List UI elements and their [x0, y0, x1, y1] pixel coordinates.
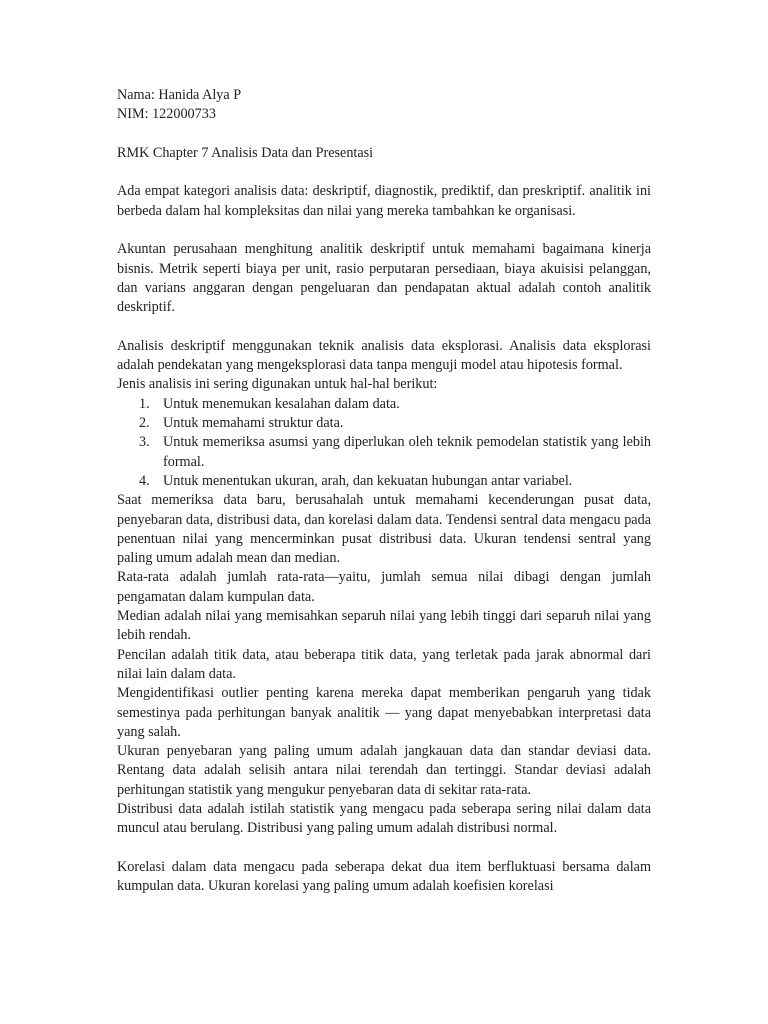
- list-item-text: Untuk menemukan kesalahan dalam data.: [163, 395, 400, 412]
- paragraph-descriptive-analytics: Akuntan perusahaan menghitung analitik deskriptif untuk memahami bagaimana kinerja bisnis. Metrik seperti biaya per unit, rasio perputaran persediaan, biaya akuisisi pelanggan, dan varians anggaran dengan pengeluaran dan pendapatan aktual adalah contoh analitik deskriptif.: [117, 241, 651, 316]
- paragraph-exploratory-analysis: Analisis deskriptif menggunakan teknik analisis data eksplorasi. Analisis data eksplorasi adalah pendekatan yang mengeksplorasi data tanpa menguji model atau hipotesis formal.: [117, 337, 651, 374]
- numbered-list: [117, 395, 651, 491]
- paragraph-distribution: Distribusi data adalah istilah statistik yang mengacu pada seberapa sering nilai dalam data muncul atau berulang. Distribusi yang paling umum adalah distribusi normal.: [117, 800, 651, 837]
- student-id: NIM: 122000733: [117, 106, 216, 123]
- spacer: [117, 163, 651, 182]
- paragraph-dispersion: Ukuran penyebaran yang paling umum adalah jangkauan data dan standar deviasi data. Rentang data adalah selisih antara nilai terendah dan tertinggi. Standar deviasi adalah perhitungan statistik yang mengukur penyebaran data di sekitar rata-rata.: [117, 743, 651, 798]
- list-item-text: Untuk memeriksa asumsi yang diperlukan oleh teknik pemodelan statistik yang lebih formal.: [163, 434, 651, 470]
- list-item: [117, 472, 651, 491]
- list-item: [117, 395, 651, 414]
- paragraph-central-tendency: Saat memeriksa data baru, berusahalah untuk memahami kecenderungan pusat data, penyebaran data, distribusi data, dan korelasi dalam data. Tendensi sentral data mengacu pada penentuan nilai yang mencerminkan pusat distribusi data. Ukuran tendensi sentral yang paling umum adalah mean dan median.: [117, 492, 651, 567]
- spacer: [117, 318, 651, 337]
- list-item: [117, 433, 651, 472]
- list-item-number: 1.: [139, 395, 150, 412]
- list-item: [117, 414, 651, 433]
- paragraph-analytics-categories: Ada empat kategori analisis data: deskriptif, diagnostik, prediktif, dan preskriptif. analitik ini berbeda dalam hal kompleksitas dan nilai yang mereka tambahkan ke organisasi.: [117, 183, 651, 219]
- author-name: Nama: Hanida Alya P: [117, 87, 242, 103]
- paragraph-mean: Rata-rata adalah jumlah rata-rata—yaitu, jumlah semua nilai dibagi dengan jumlah pengamatan dalam kumpulan data.: [117, 569, 651, 605]
- spacer: [117, 221, 651, 240]
- list-item-text: Untuk menentukan ukuran, arah, dan kekuatan hubungan antar variabel.: [163, 472, 573, 489]
- paragraph-correlation: Korelasi dalam data mengacu pada seberapa dekat dua item berfluktuasi bersama dalam kumpulan data. Ukuran korelasi yang paling umum adalah koefisien korelasi: [117, 858, 651, 895]
- list-item-number: 4.: [139, 472, 150, 489]
- list-item-number: 3.: [139, 434, 150, 451]
- paragraph-list-intro: Jenis analisis ini sering digunakan untuk hal-hal berikut:: [117, 376, 438, 393]
- list-item-text: Untuk memahami struktur data.: [163, 415, 344, 432]
- paragraph-outlier-importance: Mengidentifikasi outlier penting karena mereka dapat memberikan pengaruh yang tidak semestinya pada perhitungan banyak analitik — yang dapat menyebabkan interpretasi data yang salah.: [117, 685, 651, 740]
- document-body: [117, 86, 651, 896]
- list-item-number: 2.: [139, 415, 150, 432]
- spacer: [117, 839, 651, 858]
- spacer: [117, 125, 651, 144]
- paragraph-median: Median adalah nilai yang memisahkan separuh nilai yang lebih tinggi dari separuh nilai yang lebih rendah.: [117, 608, 651, 644]
- paragraph-outlier: Pencilan adalah titik data, atau beberapa titik data, yang terletak pada jarak abnormal dari nilai lain dalam data.: [117, 646, 651, 682]
- document-title: RMK Chapter 7 Analisis Data dan Presentasi: [117, 144, 374, 161]
